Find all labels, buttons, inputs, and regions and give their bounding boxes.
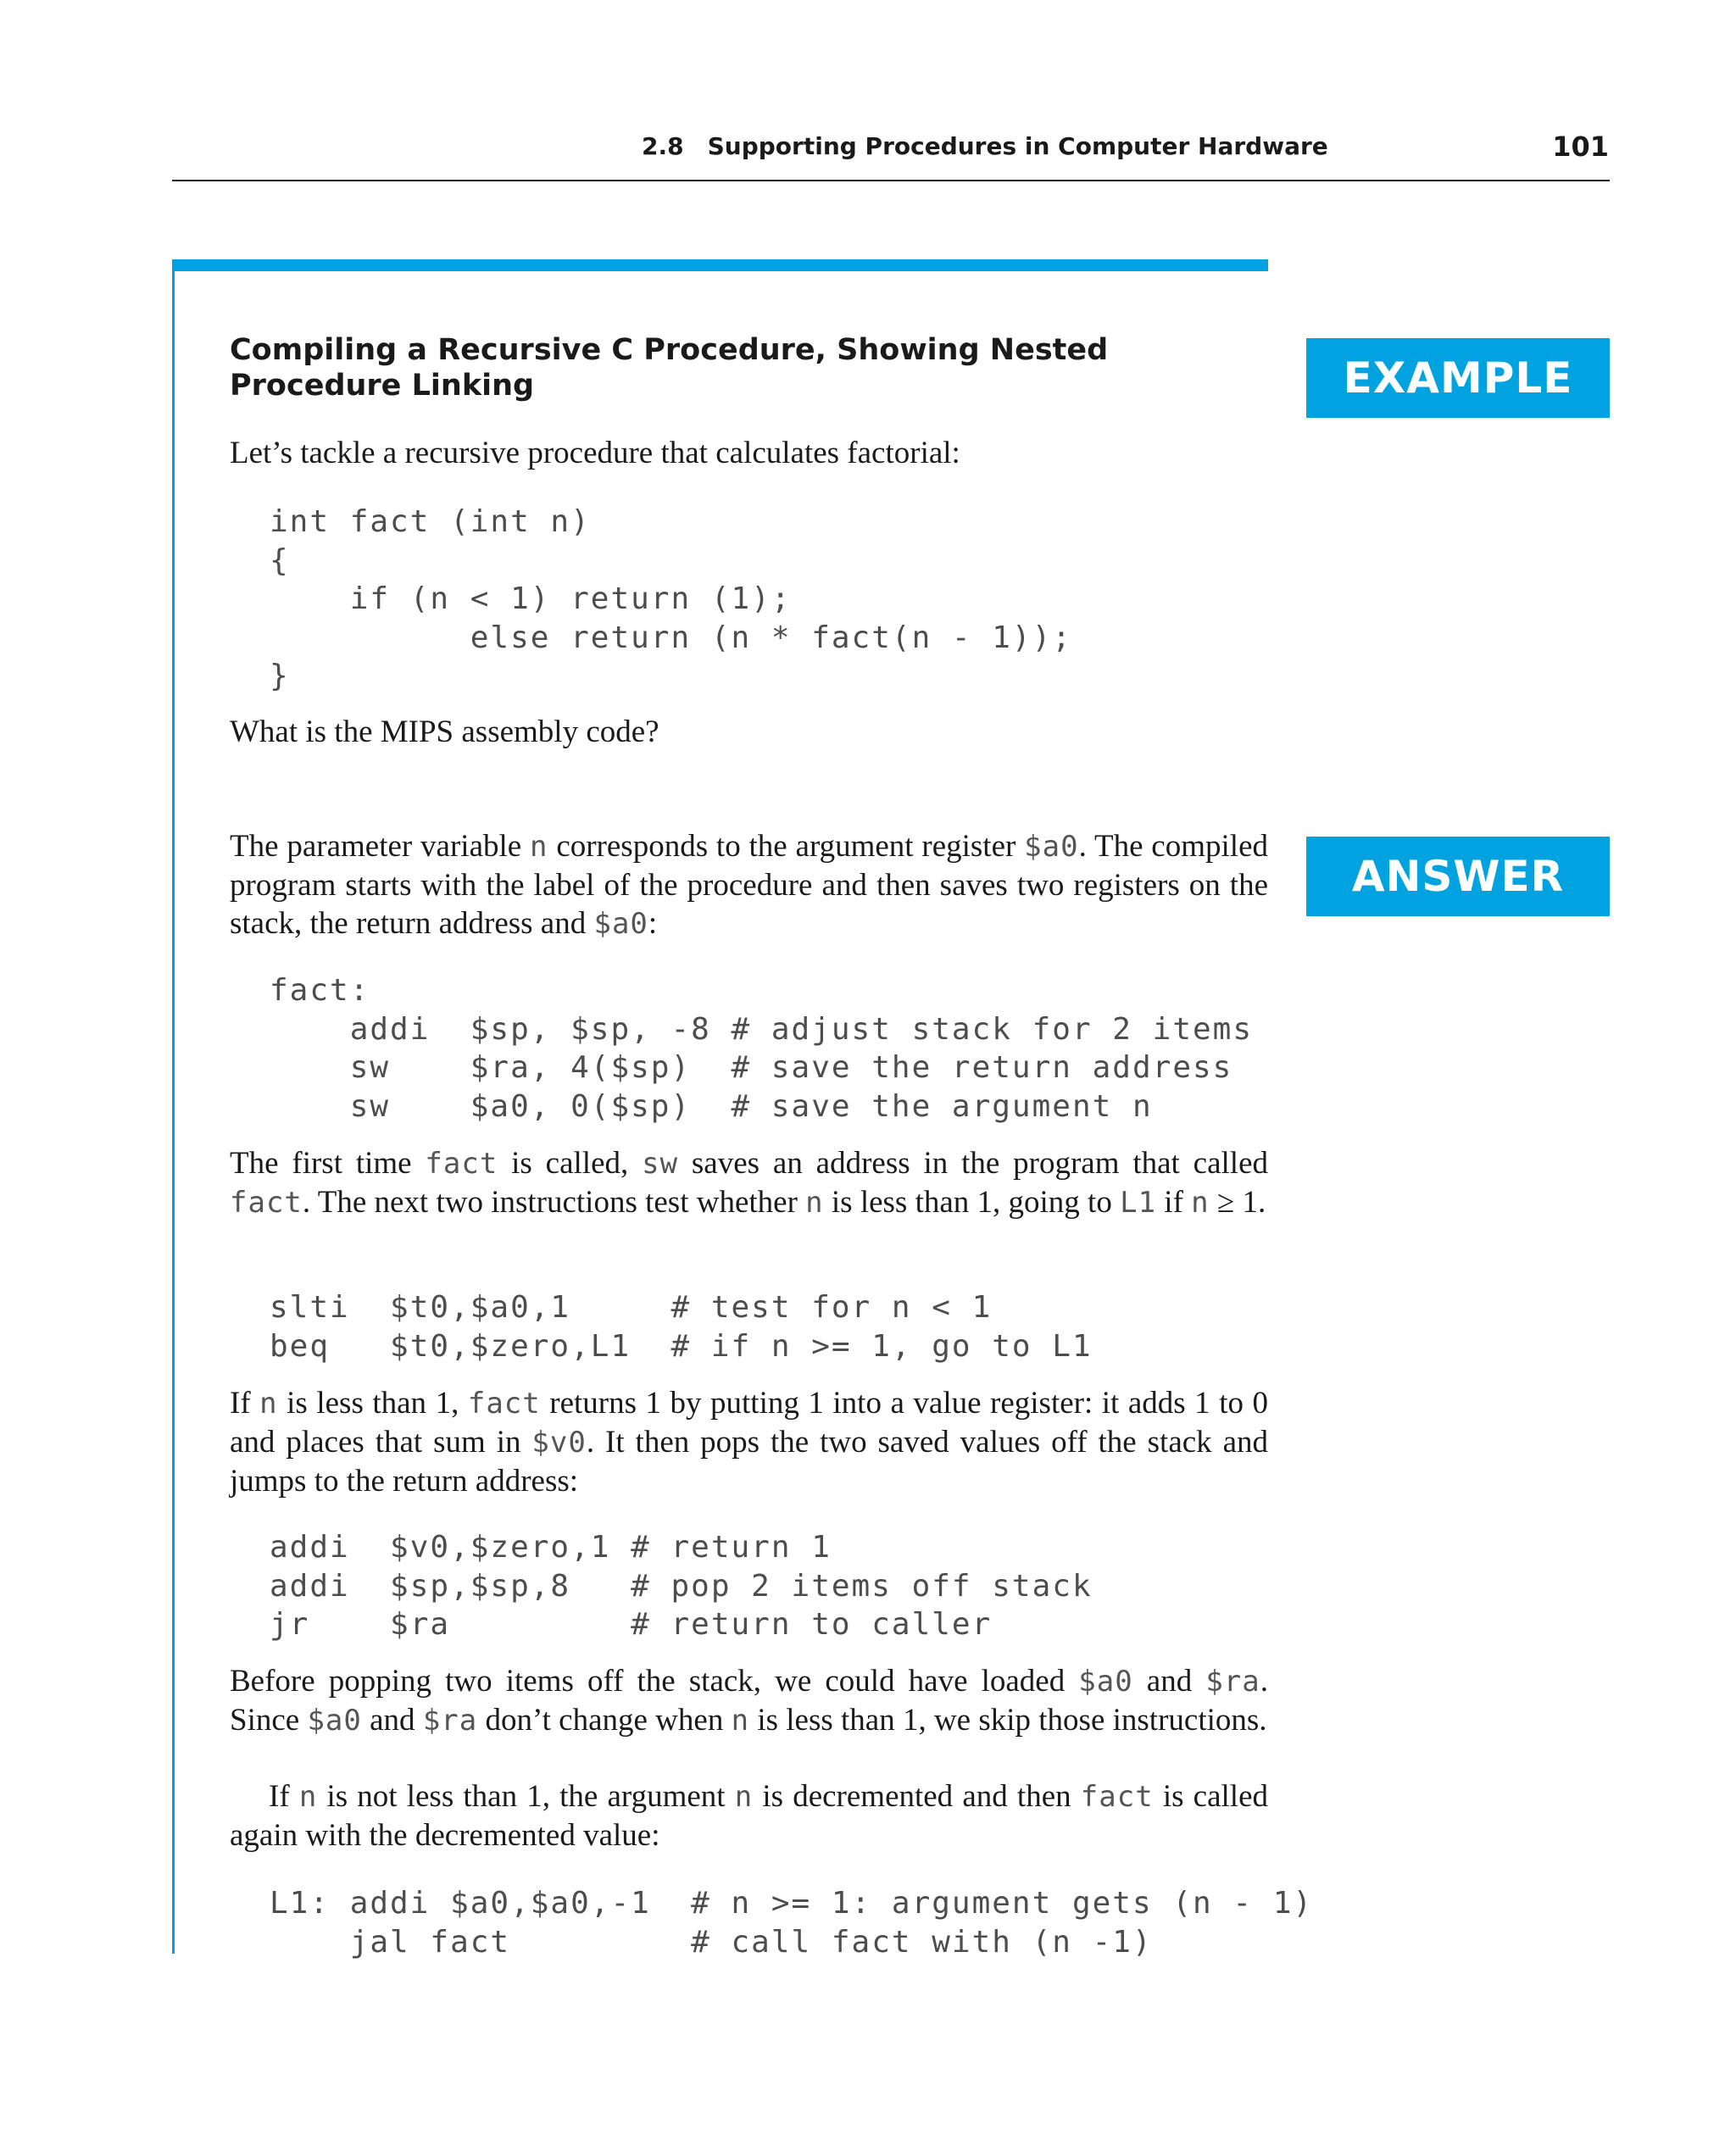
text-run: and	[361, 1703, 423, 1738]
example-label: EXAMPLE	[1306, 338, 1610, 418]
text-run: is called again with the decremented value:	[230, 1779, 1268, 1853]
code-line: if (n < 1) return (1);	[270, 581, 792, 616]
inline-code: fact	[1080, 1780, 1154, 1814]
running-head	[642, 132, 1328, 160]
answer-paragraph-2	[230, 1144, 1268, 1222]
section-number: 2.8	[642, 132, 684, 160]
text-run: is less than 1, going to	[823, 1185, 1121, 1220]
inline-code: $a0	[307, 1704, 362, 1738]
inline-code: $a0	[1078, 1665, 1133, 1699]
text-run: is called,	[498, 1146, 643, 1181]
example-intro: Let’s tackle a recursive procedure that calculates factorial:	[230, 436, 960, 470]
inline-code: n	[731, 1704, 750, 1738]
text-run: saves an address in the program that called	[678, 1146, 1268, 1181]
header-rule	[172, 180, 1610, 181]
text-run: is not less than 1, the argument	[317, 1779, 735, 1814]
inline-code: n	[298, 1780, 318, 1814]
inline-code: n	[734, 1780, 754, 1814]
code-line: {	[270, 542, 290, 578]
inline-code: n	[259, 1387, 278, 1421]
code-line: jal fact # call fact with (n -1)	[270, 1924, 1153, 1960]
code-line: jr $ra # return to caller	[270, 1607, 993, 1642]
text-run: and	[1132, 1664, 1206, 1699]
text-run: :	[648, 906, 658, 941]
code-line: }	[270, 659, 290, 693]
asm-code-block-4	[270, 1884, 1313, 1961]
example-box-top-rule	[172, 259, 1268, 271]
example-box-left-rule	[172, 259, 175, 1954]
asm-code-block-3	[270, 1528, 1093, 1644]
text-run: is less than 1,	[277, 1386, 468, 1421]
section-title: Supporting Procedures in Computer Hardware	[707, 132, 1328, 160]
text-run: . The compiled program starts with the label of the procedure and then saves two registers on the stack, the return address and	[230, 829, 1268, 941]
answer-paragraph-4	[230, 1662, 1268, 1740]
text-run: . The next two instructions test whether	[302, 1185, 806, 1220]
text-run: Before popping two items off the stack, we could have loaded	[230, 1664, 1079, 1699]
code-line: sw $a0, 0($sp) # save the argument n	[270, 1088, 1153, 1124]
answer-paragraph-3	[230, 1384, 1268, 1500]
inline-code: n	[530, 830, 548, 864]
inline-code: L1	[1120, 1186, 1157, 1220]
code-line: L1: addi $a0,$a0,-1 # n >= 1: argument gets (n - 1)	[270, 1886, 1314, 1921]
text-run: . Since	[230, 1664, 1268, 1738]
text-run: if	[1156, 1185, 1192, 1220]
text-run: If	[230, 1386, 260, 1421]
code-line: sw $ra, 4($sp) # save the return address	[270, 1050, 1233, 1085]
asm-code-block-1	[270, 971, 1253, 1126]
answer-label: ANSWER	[1306, 837, 1610, 916]
text-run: ≥ 1.	[1209, 1185, 1266, 1220]
answer-paragraph-5	[230, 1777, 1268, 1855]
text-run: is decremented and then	[753, 1779, 1081, 1814]
inline-code: fact	[230, 1186, 303, 1220]
example-title: Compiling a Recursive C Procedure, Showing Nested Procedure Linking	[230, 333, 1109, 403]
inline-code: n	[805, 1186, 824, 1220]
inline-code: $ra	[422, 1704, 478, 1738]
code-line: int fact (int n)	[270, 504, 591, 539]
text-run: returns 1 by putting 1 into a value register: it adds 1 to 0 and places that sum in	[230, 1386, 1268, 1460]
asm-code-block-2	[270, 1288, 1093, 1365]
code-line: fact:	[270, 973, 370, 1008]
code-line: else return (n * fact(n - 1));	[270, 620, 1072, 655]
c-code-block	[270, 503, 1072, 696]
inline-code: $ra	[1205, 1665, 1260, 1699]
inline-code: $a0	[593, 907, 648, 941]
inline-code: fact	[467, 1387, 541, 1421]
answer-paragraph-1	[230, 827, 1268, 943]
code-line: addi $v0,$zero,1 # return 1	[270, 1530, 832, 1565]
text-run: . It then pops the two saved values off the stack and jumps to the return address:	[230, 1425, 1269, 1499]
inline-code: $v0	[531, 1426, 587, 1460]
code-line: addi $sp,$sp,8 # pop 2 items off stack	[270, 1568, 1093, 1604]
text-run: is less than 1, we skip those instructions.	[749, 1703, 1267, 1738]
example-question: What is the MIPS assembly code?	[230, 715, 659, 749]
text-run: If	[269, 1779, 299, 1814]
text-run: The first time	[230, 1146, 426, 1181]
inline-code: fact	[425, 1147, 498, 1181]
text-run: The parameter variable	[230, 829, 531, 864]
code-line: beq $t0,$zero,L1 # if n >= 1, go to L1	[270, 1328, 1093, 1364]
inline-code: sw	[642, 1147, 679, 1181]
inline-code: n	[1191, 1186, 1210, 1220]
code-line: addi $sp, $sp, -8 # adjust stack for 2 items	[270, 1011, 1254, 1047]
page-number: 101	[1552, 131, 1609, 163]
inline-code: $a0	[1024, 830, 1079, 864]
text-run: corresponds to the argument register	[548, 829, 1025, 864]
text-run: don’t change when	[477, 1703, 732, 1738]
code-line: slti $t0,$a0,1 # test for n < 1	[270, 1290, 993, 1325]
